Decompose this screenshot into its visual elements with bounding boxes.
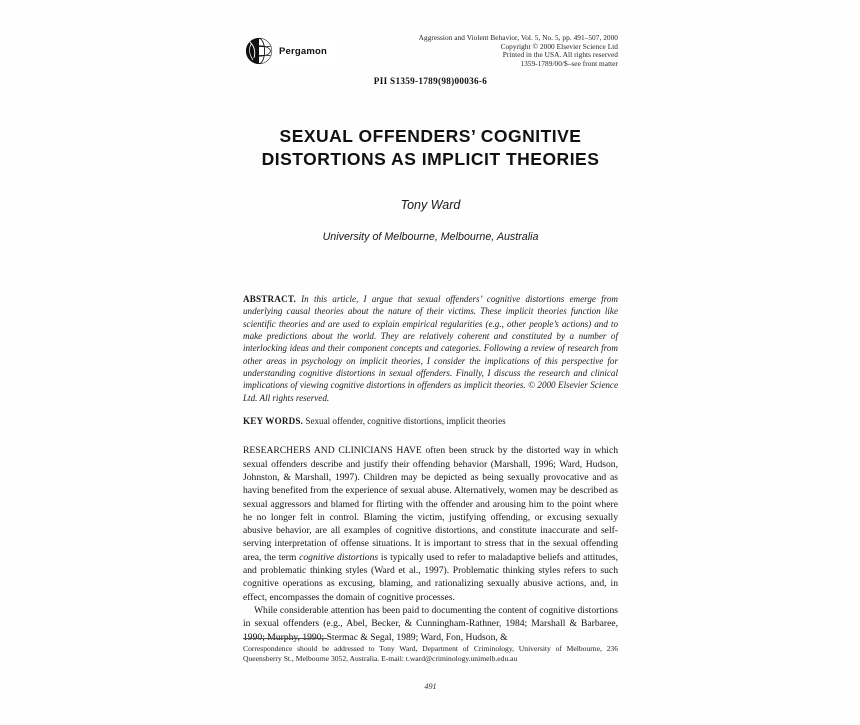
keywords-label: KEY WORDS. [243, 416, 304, 427]
body-paragraph-1-part-2: is typically used to refer to maladaptive beliefs and attitudes, and problematic thinking styles (Ward et al., 1997). Problematic thinking styles refers to such cognitive operations as excusing, blaming, and rationalizing sexually abusive actions, and, in effect, encompasses the domain of cognitive processes. [243, 551, 618, 603]
footnote-divider [243, 638, 327, 639]
publisher-logo [245, 36, 337, 66]
page-content-column [243, 0, 618, 644]
abstract-label: ABSTRACT. [243, 294, 296, 304]
publisher-logo-wordmark: Pergamon [279, 45, 328, 57]
body-paragraph-1 [243, 444, 618, 604]
abstract-section [243, 293, 618, 404]
footnote-text: Correspondence should be addressed to Tony Ward, Department of Criminology, University of Melbourne, 236 Queensberry St., Melbourne 3052, Australia. E-mail: t.ward@criminology.unimelb.edu.au [243, 644, 618, 664]
keywords-text: Sexual offender, cognitive distortions, implicit theories [303, 416, 506, 427]
journal-imprint [419, 34, 618, 68]
imprint-line-copyright: Copyright © 2000 Elsevier Science Ltd [500, 41, 618, 51]
keywords-section [243, 415, 618, 427]
imprint-line-issn: 1359-1789/00/$–see front matter [520, 58, 618, 68]
masthead [243, 34, 618, 92]
author-affiliation: University of Melbourne, Melbourne, Australia [322, 231, 539, 243]
pii-identifier: PII S1359-1789(98)00036-6 [373, 76, 488, 86]
page-title-line-1: SEXUAL OFFENDERS’ COGNITIVE [279, 126, 582, 146]
imprint-line-citation: Aggression and Violent Behavior, Vol. 5, No. 5, pp. 491–507, 2000 [418, 33, 618, 42]
page-number: 491 [424, 682, 437, 691]
abstract-text: In this article, I argue that sexual offenders’ cognitive distortions emerge from underlying causal theories about the nature of their victims. These implicit theories function like scientific theories and are used to explain empirical regularities (e.g., other people’s actions) and to make predictions about the world. They are relatively coherent and constituted by a number of interlocking ideas and their component concepts and categories. Following a review of research from other areas in psychology on implicit theories, I consider the implications of this perspective for understanding cognitive distortions in sexual offenders. Finally, I discuss the research and clinical implications of viewing cognitive distortions in offenders as implicit theories. © 2000 Elsevier Science Ltd. All rights reserved. [243, 294, 618, 403]
body-paragraph-1-part-1: RESEARCHERS AND CLINICIANS HAVE often been struck by the distorted way in which sexual offenders describe and justify their offending behavior (Marshall, 1996; Ward, Hudson, Johnston, & Marshall, 1997). Children may be depicted as being sexually provocative and as having benefited from the experience of sexual abuse. Alternatively, women may be described as sexual aggressors and blamed for flirting with the offender and arousing him to the point where he no longer felt in control. Blaming the victim, justifying offending, or excusing sexually abusive behavior, are all examples of cognitive distortions, and constitute inaccurate and self-serving interpretation of offense situations. It is important to stress that in the sexual offending area, the term [243, 445, 618, 563]
body-paragraph-2: While considerable attention has been paid to documenting the content of cognitive distortions in sexual offenders (e.g., Abel, Becker, & Cunningham-Rathner, 1984; Marshall & Barbaree, 1990; Murphy, 1990; Stermac & Segal, 1989; Ward, Fon, Hudson, & [243, 604, 618, 643]
imprint-line-printed: Printed in the USA. All rights reserved [502, 50, 618, 60]
page-title-line-2: DISTORTIONS AS IMPLICIT THEORIES [261, 149, 600, 169]
author-name: Tony Ward [400, 198, 461, 212]
pergamon-globe-icon [245, 37, 273, 65]
correspondence-footnote [243, 638, 618, 664]
page-title [243, 125, 618, 171]
article-body [243, 444, 618, 643]
body-paragraph-1-emphasis: cognitive distortions [299, 551, 379, 563]
